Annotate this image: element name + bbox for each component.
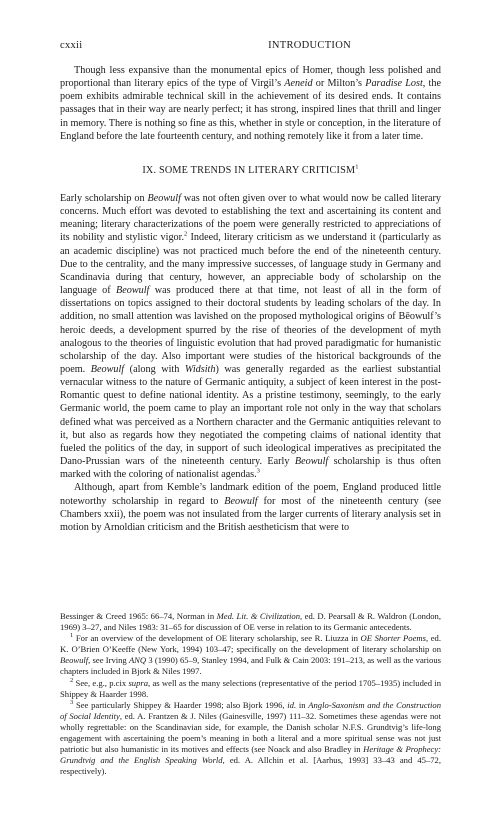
footnotes [60,611,441,777]
footnote-ref-3: 3 [256,467,260,475]
footnote-3: $^3$ See particularly Shippey & Haarder 1998; also Bjork 1996, id. in Anglo-Saxonism and the Construction of Social Identity, ed. A. Frantzen & J. Niles (Gainesville, 1997) 111–32. Sometimes these agendas were not wholly regrettable: on the Scandinavian side, for example, the Danish scholar N.F.S. Grundtvig’s life-long engagement with ascertaining the poem’s meaning in both a literal and a more spiritual sense was not just patriotic but also humanistic in its motives and effects (see Noack and also Bradley in Heritage & Prophecy: Grundtvig and the English Speaking World, ed. A. Allchin et al. [Aarhus, 1993] 33–43 and 45–72, respectively). [60,698,441,777]
section-heading: IX. SOME TRENDS IN LITERARY CRITICISM$^1$ [142,163,359,176]
footnote-1: $^1$ For an overview of the development of OE literary scholarship, see R. Liuzza in OE Shorter Poems, ed. K. O’Brien O’Keeffe (New York, 1994) 103–47; specifically on the development of literary scholarship on Beowulf, see Irving ANQ 3 (1990) 65–9, Stanley 1994, and Fulk & Cain 2003: 191–213, as well as the various chapters included in Bjork & Niles 1997. [60,632,441,677]
paragraph-1: Though less expansive than the monumental epics of Homer, though less polished and proportional than literary epics of the type of Virgil’s Aeneid or Milton’s Paradise Lost, the poem exhibits admirable technical skill in the achievement of its desired ends. It contains passages that in their way are nearly perfect; it has strong, inspired lines that thrill and linger in memory. There is nothing so fine as this, whether in style or conception, in the literature of England before the late fourteenth century, and nothing remotely like it from a later time. [60,65,441,142]
paragraph-3: Although, apart from Kemble’s landmark edition of the poem, England produced little noteworthy scholarship in regard to Beowulf for most of the nineteenth century (see Chambers xxii), the poem was not insulated from the larger currents of literary analysis set in motion by Arnoldian criticism and the British aestheticism that were to [60,482,441,533]
running-title: INTRODUCTION [268,40,351,51]
page-body [60,40,441,534]
footnote-ref-2: 2 [184,231,188,239]
footnote-2: $^2$ See, e.g., p.cix supra, as well as the many selections (representative of the period 1705–1935) included in Shippey & Haarder 1998. [60,676,441,699]
page-number: cxxii [60,40,83,51]
running-header [60,40,441,51]
footnote-ref-1: 1 [355,163,359,171]
paragraph-2: Early scholarship on Beowulf was not often given over to what would now be called literary concerns. Much effort was devoted to establishing the text and ascertaining its content and meaning; literary characterizations of the poem were generally restricted to appreciations of its nobility and stylistic vigor.$^2$ Indeed, literary criticism as we understand it (particularly as an academic discipline) was not practiced much before the end of the nineteenth century. Due to the centrality, and the many impressive successes, of language study in Germany and Scandinavia during that century, however, an appreciable body of scholarship on the language of Beowulf was produced there at that time, not least of all in the form of dissertations on topics assigned to their doctoral students by leading scholars of the day. In addition, no small attention was lavished on the proposed mythological origins of Bēowulf’s heroic deeds, a development spurred by the rise of theories of the development of myth analogous to the theories of linguistic evolution that had proved paradigmatic for humanistic scholarship of the day. Also important were studies of the historical backgrounds of the poem. Beowulf (along with Widsith) was generally regarded as the earliest substantial vernacular witness to the nature of Germanic antiquity, a subject of keen interest in the post-Romantic quest to define national identity. As a pristine testimony, seemingly, to the early Germanic world, the poem came to play an important role not only in the way that scholars defined what was perceived as a Northern character and the Germanic antiquities relevant to it, but also as regards how they negotiated the competing claims of national identity that fueled the politics of the day, in support of such ideological imperatives as precipitated the Dano-Prussian wars of the nineteenth century. Early Beowulf scholarship is thus often marked with the coloring of nationalist agendas.$^3$ [60,192,441,481]
footnote-carryover: Bessinger & Creed 1965: 66–74, Norman in Med. Lit. & Civilization, ed. D. Pearsall & R. Waldron (London, 1969) 3–27, and Niles 1983: 31–65 for discussion of OE verse in relation to its Germanic antecedents. [60,611,441,633]
